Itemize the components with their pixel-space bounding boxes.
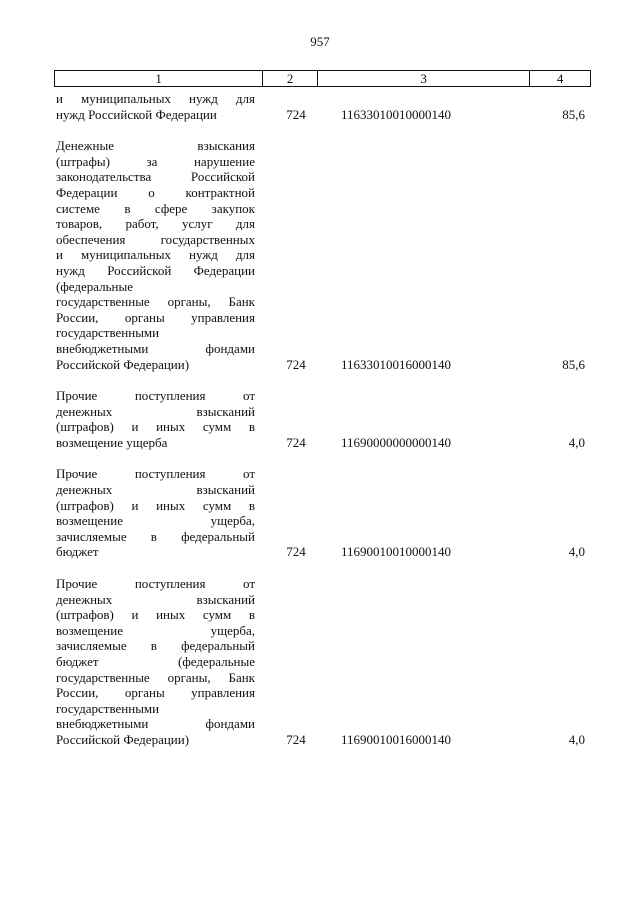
description-line: государственными: [56, 325, 160, 341]
row-description: [56, 91, 255, 122]
row-description: [56, 576, 255, 748]
description-line: возмещение ущерба,: [56, 622, 255, 638]
table-row: [56, 466, 591, 560]
row-budget-code: 11690010010000140: [341, 544, 452, 560]
description-line: (штрафов) и иных сумм в: [56, 607, 255, 623]
description-line: зачисляемые в федеральный: [56, 528, 255, 544]
description-line: (штрафов) и иных сумм в: [56, 419, 255, 435]
description-line: возмещение ущерба,: [56, 513, 255, 529]
header-col-3: 3: [317, 71, 529, 86]
table-row: [56, 91, 591, 122]
table-row: [56, 138, 591, 372]
description-line: Денежные взыскания: [56, 138, 255, 154]
description-line: России, органы управления: [56, 309, 255, 325]
row-admin-code: 724: [286, 434, 306, 450]
description-line: бюджет: [56, 544, 99, 560]
row-budget-code: 11633010016000140: [341, 356, 452, 372]
description-line: нужд Российской Федерации: [56, 106, 217, 122]
table-row: [56, 388, 591, 450]
row-amount: 85,6: [562, 356, 585, 372]
header-col-1: 1: [155, 71, 162, 86]
description-line: (федеральные: [56, 278, 133, 294]
description-line: Прочие поступления от: [56, 466, 255, 482]
row-budget-code: 11690010016000140: [341, 731, 452, 747]
row-description: [56, 466, 255, 560]
description-line: обеспечения государственных: [56, 231, 255, 247]
description-line: (штрафов) и иных сумм в: [56, 497, 255, 513]
table-row: [56, 576, 591, 748]
description-line: системе в сфере закупок: [56, 200, 255, 216]
description-line: Федерации о контрактной: [56, 184, 255, 200]
description-line: законодательства Российской: [56, 169, 255, 185]
description-line: зачисляемые в федеральный: [56, 638, 255, 654]
description-line: возмещение ущерба: [56, 434, 168, 450]
description-line: государственные органы, Банк: [56, 294, 255, 310]
description-line: Прочие поступления от: [56, 388, 255, 404]
description-line: России, органы управления: [56, 685, 255, 701]
description-line: денежных взысканий: [56, 591, 255, 607]
row-amount: 4,0: [568, 434, 585, 450]
description-line: внебюджетными фондами: [56, 340, 255, 356]
description-line: товаров, работ, услуг для: [56, 216, 255, 232]
description-line: (штрафы) за нарушение: [56, 153, 255, 169]
row-budget-code: 11633010010000140: [341, 106, 452, 122]
description-line: денежных взысканий: [56, 482, 255, 498]
description-line: и муниципальных нужд для: [56, 91, 255, 106]
description-line: Прочие поступления от: [56, 576, 255, 592]
description-line: бюджет (федеральные: [56, 654, 255, 669]
page-number: 957: [310, 34, 330, 49]
header-col-4: 4: [529, 71, 590, 86]
description-line: Российской Федерации): [56, 356, 190, 372]
description-line: нужд Российской Федерации: [56, 262, 255, 278]
header-col-2: 2: [262, 71, 317, 86]
table-body: [56, 91, 591, 764]
row-amount: 85,6: [562, 106, 585, 122]
description-line: денежных взысканий: [56, 403, 255, 419]
row-amount: 4,0: [568, 731, 585, 747]
row-amount: 4,0: [568, 544, 585, 560]
row-admin-code: 724: [286, 731, 306, 747]
row-admin-code: 724: [286, 544, 306, 560]
description-line: Российской Федерации): [56, 731, 190, 747]
description-line: государственными: [56, 700, 160, 716]
table-header: [54, 70, 591, 87]
row-admin-code: 724: [286, 106, 306, 122]
description-line: и муниципальных нужд для: [56, 247, 255, 263]
row-admin-code: 724: [286, 356, 306, 372]
description-line: внебюджетными фондами: [56, 716, 255, 732]
row-budget-code: 11690000000000140: [341, 434, 452, 450]
row-description: [56, 138, 255, 372]
description-line: государственные органы, Банк: [56, 669, 255, 685]
row-description: [56, 388, 255, 450]
